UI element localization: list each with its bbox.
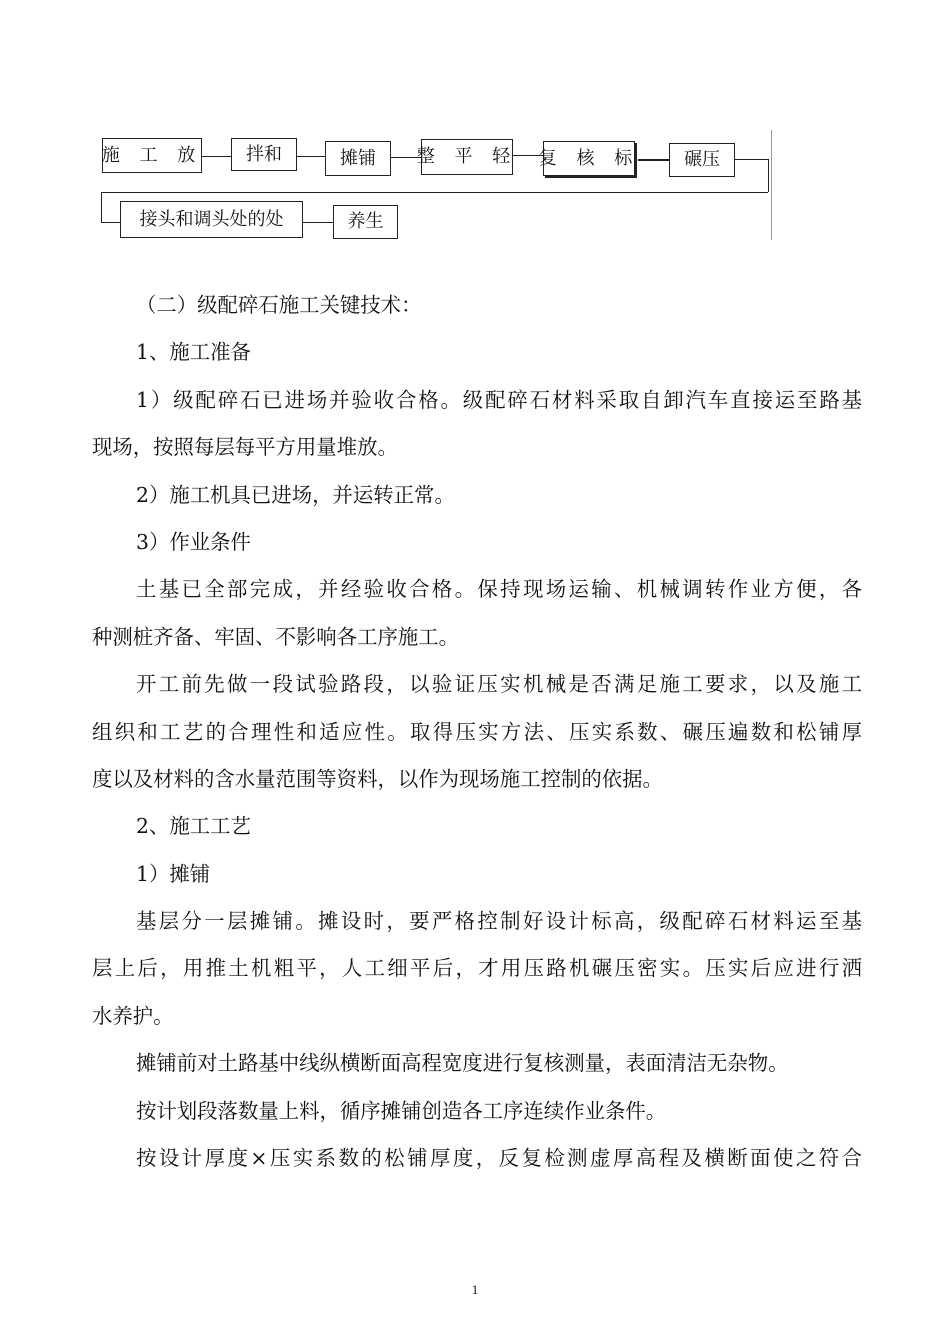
paragraph-line: 基层分一层摊铺。摊设时，要严格控制好设计标高，级配碎石材料运至基 — [136, 909, 862, 934]
flow-connector — [303, 222, 333, 223]
flow-step-box: 养生 — [333, 205, 398, 239]
paragraph-line: 组织和工艺的合理性和适应性。取得压实方法、压实系数、碾压遍数和松铺厚 — [92, 719, 862, 744]
paragraph-line: 摊铺前对土路基中线纵横断面高程宽度进行复核测量，表面清洁无杂物。 — [136, 1051, 789, 1076]
flow-step-box: 接头和调头处的处 — [120, 201, 303, 238]
paragraph-line: 现场，按照每层每平方用量堆放。 — [92, 435, 398, 460]
paragraph-line: 水养护。 — [92, 1003, 174, 1028]
flow-step-box: 整 平 轻 — [421, 139, 513, 175]
flow-connector — [101, 192, 102, 222]
flow-step-box: 复 核 标 — [543, 141, 635, 176]
flow-connector — [202, 156, 231, 157]
paragraph-line: 1）摊铺 — [136, 861, 211, 886]
process-flowchart — [0, 0, 950, 260]
paragraph-line: 种测桩齐备、牢固、不影响各工序施工。 — [92, 624, 460, 649]
flow-connector — [768, 159, 769, 192]
paragraph-line: 度以及材料的含水量范围等资料，以作为现场施工控制的依据。 — [92, 766, 663, 791]
paragraph-line: 层上后，用推土机粗平，人工细平后，才用压路机碾压密实。压实后应进行洒 — [92, 956, 862, 981]
flow-step-box: 拌和 — [231, 138, 297, 171]
flow-step-box: 施 工 放 — [102, 138, 202, 173]
flow-connector — [513, 155, 543, 156]
paragraph-line: 土基已全部完成，并经验收合格。保持现场运输、机械调转作业方便，各 — [136, 577, 862, 602]
flow-connector — [391, 157, 421, 158]
flow-connector — [297, 156, 325, 157]
flow-step-box: 碾压 — [669, 143, 735, 177]
section-heading: （二）级配碎石施工关键技术： — [136, 293, 422, 317]
flow-step-box: 摊铺 — [325, 141, 391, 176]
subsection-heading: 1、施工准备 — [136, 340, 251, 365]
body-text — [92, 282, 862, 1182]
paragraph-line: 3）作业条件 — [136, 529, 251, 554]
flow-connector — [638, 159, 669, 161]
paragraph-line: 按设计厚度×压实系数的松铺厚度，反复检测虚厚高程及横断面使之符合 — [136, 1146, 862, 1171]
flow-frame-line — [771, 130, 772, 240]
paragraph-line: 按计划段落数量上料，循序摊铺创造各工序连续作业条件。 — [136, 1098, 667, 1123]
flow-connector — [735, 159, 768, 160]
paragraph-line: 1）级配碎石已进场并验收合格。级配碎石材料采取自卸汽车直接运至路基 — [136, 387, 862, 412]
paragraph-line: 2）施工机具已进场，并运转正常。 — [136, 482, 455, 507]
flow-connector — [101, 222, 120, 223]
paragraph-line: 开工前先做一段试验路段，以验证压实机械是否满足施工要求，以及施工 — [136, 672, 862, 697]
page-number: 1 — [471, 1282, 479, 1297]
subsection-heading: 2、施工工艺 — [136, 814, 251, 839]
flow-connector — [101, 192, 768, 193]
